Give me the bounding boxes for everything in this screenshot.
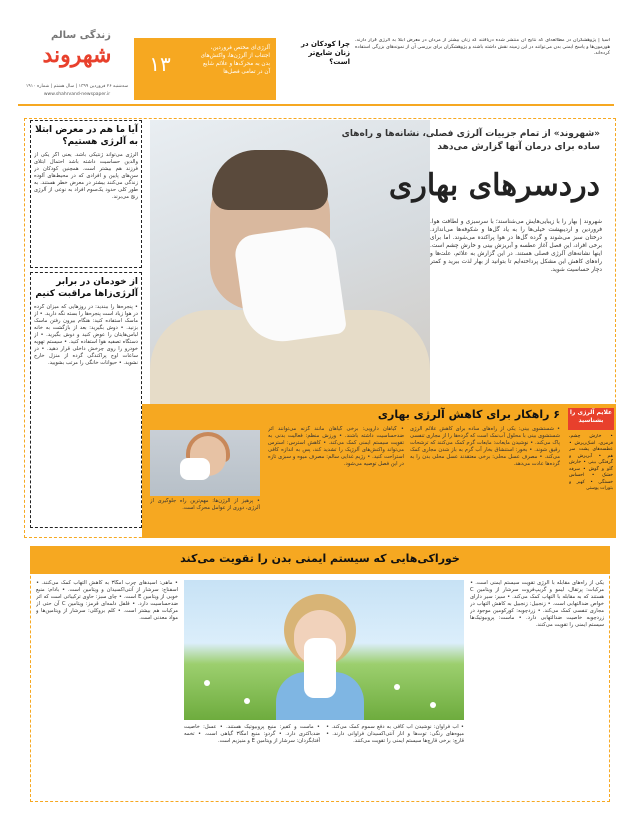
tips-column-3: • پرهیز از آلرژن‌ها: مهم‌ترین راه جلوگیری از آلرژی، دوری از عوامل محرک است. bbox=[150, 498, 260, 511]
hero-photo bbox=[150, 120, 430, 404]
box-risk-text: آلرژی می‌تواند ژنتیکی باشد. یعنی اگر یکی از والدین حساسیت داشته باشد احتمال ابتلای فرزند هم بیشتر است. همچنین کودکان در سن‌های پایین و افرادی که در محیط‌های آلوده زندگی می‌کنند بیشتر در معرض خطر هستند. به طور کلی حدود یک‌سوم افراد به نوعی از آلرژی رنج می‌برند. bbox=[34, 152, 138, 200]
issue-date: سه‌شنبه ۲۶ فروردین ۱۳۹۹ | سال هشتم | شماره ۱۹۱۰ bbox=[25, 84, 129, 89]
foods-title: خوراکی‌هایی که سیستم ایمنی بدن را تقویت می‌کند bbox=[180, 552, 460, 565]
flower bbox=[204, 680, 210, 686]
girl-sneezing-photo bbox=[150, 430, 260, 496]
hero-body: شهروند | بهار را با زیبایی‌هایش می‌شناسند؛ با سرسبزی و لطافت هوا. فروردین و اردیبهشت خیلی‌ها را به یاد گل‌ها و شکوفه‌ها می‌اندازد. درختان سبز می‌شوند و گرده گل‌ها در هوا پراکنده می‌شوند. اما برای برخی افراد، این فصل آغاز عطسه و آبریزش بینی و خارش چشم است. اینها نشانه‌های آلرژی فصلی هستند. در این گزارش به علائم، علت‌ها و راه‌های کاهش این مشکل پرداخته‌ایم تا بتوانید از بهار لذت ببرید و کمتر دچار حساسیت شوید. bbox=[430, 219, 602, 273]
foods-mid-right: • آب فراوان: نوشیدن آب کافی به دفع سموم کمک می‌کند. • میوه‌های رنگی: توت‌ها و انار آنتی‌اکسیدان فراوانی دارند. • قارچ: برخی قارچ‌ها سیستم ایمنی را تقویت می‌کنند. bbox=[326, 724, 464, 744]
hero-kicker: «شهروند» از تمام جزییات آلرژی فصلی، نشانه‌ها و راه‌های ساده برای درمان آنها گزارش می‌دهد bbox=[341, 129, 600, 152]
website-url: www.shahrvand-newspaper.ir bbox=[43, 92, 111, 97]
girl-field-photo bbox=[184, 580, 464, 720]
hero-title: دردسرهای بهاری bbox=[388, 168, 600, 203]
logo-main: شهروند bbox=[42, 42, 112, 68]
exclamation-icon: ! bbox=[277, 56, 285, 75]
foods-mid-left: • ماست و کفیر: منبع پروبیوتیک هستند. • عسل: خاصیت ضدباکتری دارد. • گردو: منبع امگا۳ گیاهی است. • تخمه آفتابگردان: سرشار از ویتامین E و منیزیم است. bbox=[184, 724, 320, 744]
logo-subtitle: زندگی سالم bbox=[51, 30, 111, 41]
girl-tissue bbox=[180, 458, 210, 480]
tips-column-2: • گیاهان دارویی: برخی گیاهان مانند گزنه می‌توانند اثر ضدحساسیت داشته باشند. • ورزش منظم: فعالیت بدنی به تقویت سیستم ایمنی کمک می‌کند. • کاهش استرس: استرس می‌تواند واکنش‌های آلرژیک را تشدید کند، پس به اندازه کافی استراحت کنید. • رژیم غذایی سالم: مصرف میوه و سبزی تازه در این فصل توصیه می‌شود. bbox=[268, 426, 404, 467]
foods-column-left: • ماهی: اسیدهای چرب امگا۳ به کاهش التهاب کمک می‌کنند. • اسفناج: سرشار از آنتی‌اکسیدان و ویتامین است. • بادام: منبع خوبی از ویتامین E است. • چای سبز: حاوی ترکیباتی است که اثر ضدحساسیت دارد. • فلفل دلمه‌ای قرمز: ویتامین C آن حتی از مرکبات هم بیشتر است. • کلم بروکلی: سرشار از ویتامین‌ها و مواد معدنی است. bbox=[36, 580, 178, 621]
flower bbox=[430, 702, 436, 708]
box-risk-title: آیا ما هم در معرض ابتلا به آلرژی هستیم؟ bbox=[35, 125, 138, 147]
flower bbox=[394, 684, 400, 690]
teaser-text: آلرژی‌ای مختص فروردین، اجتناب از آلرژن‌ها، واکنش‌های بدن به محرک‌ها و علائم شایع آن در تمامی فصل‌ها bbox=[200, 45, 270, 75]
symptoms-text: • خارش چشم، قرمزی، اشک‌ریزش • عطسه‌های پشت سر هم • آبریزش و گرفتگی بینی • خارش گلو و گوش • سرفه خشک • احساس خستگی • کهیر و بثورات پوستی bbox=[569, 434, 613, 491]
side-news-headline: چرا کودکان در زنان شایع‌تر است؟ bbox=[300, 40, 350, 66]
tips-title: ۶ راهکار برای کاهش آلرژی بهاری bbox=[377, 408, 560, 421]
girl-tissue bbox=[304, 638, 336, 698]
side-news-text: آسیا | پژوهشگران در مطالعه‌ای که نتایج آن منتشر شده دریافتند که زنان بیشتر از مردان در معرض ابتلا به آلرژی قرار دارند. هورمون‌ها و پاسخ ایمنی بدن می‌توانند در این زمینه نقش داشته باشند و پژوهشگران برای بررسی آن از نمونه‌های بزرگی استفاده کرده‌اند. bbox=[355, 38, 610, 56]
box-protection-text: • پنجره‌ها را ببندید: در روزهایی که میزان گرده در هوا زیاد است پنجره‌ها را بسته نگه دارید. • از ماسک استفاده کنید: هنگام بیرون رفتن ماسک بزنید. • دوش بگیرید: بعد از بازگشت به خانه لباس‌هایتان را عوض کنید و دوش بگیرید. • از دستگاه تصفیه هوا استفاده کنید. • سیستم تهویه خودرو را روی چرخش داخلی قرار دهید. • در ساعات اوج پراکندگی گرده از منزل خارج نشوید. • حیوانات خانگی را مرتب بشویید. bbox=[34, 304, 138, 366]
header-divider bbox=[18, 104, 614, 106]
foods-column-right: یکی از راه‌های مقابله با آلرژی تقویت سیستم ایمنی است. • مرکبات: پرتقال، لیمو و گریپ‌فروت سرشار از ویتامین C هستند که به مقابله با التهاب کمک می‌کند. • سیر: سیر دارای خواص ضدالتهابی است. • زنجبیل: زنجبیل به کاهش التهاب در مجاری تنفسی کمک می‌کند. • زردچوبه: کورکومین موجود در زردچوبه خاصیت ضدالتهابی دارد. • ماست: پروبیوتیک‌ها سیستم ایمنی را تقویت می‌کنند. bbox=[470, 580, 604, 628]
hero-hair bbox=[212, 150, 328, 210]
flower bbox=[244, 698, 250, 704]
page-number: ۱۳ bbox=[149, 52, 171, 76]
box-protection-title: از خودمان در برابر آلرژی‌زاها مراقبت کنیم bbox=[35, 277, 138, 299]
symptoms-title: علایم آلرژی را بشناسید bbox=[569, 409, 613, 424]
tips-column-1: • شستشوی بینی: یکی از راه‌های ساده برای کاهش علائم آلرژی شستشوی بینی با محلول آب‌نمک است که گرده‌ها را از مجاری تنفسی پاک می‌کند. • نوشیدن مایعات: مایعات گرم کمک می‌کنند که ترشحات رقیق شوند. • بخور: استنشاق بخار آب گرم به باز شدن مجاری کمک می‌کند. • مصرف عسل محلی: برخی معتقدند عسل محلی بدن را به گرده‌ها عادت می‌دهد. bbox=[410, 426, 560, 467]
